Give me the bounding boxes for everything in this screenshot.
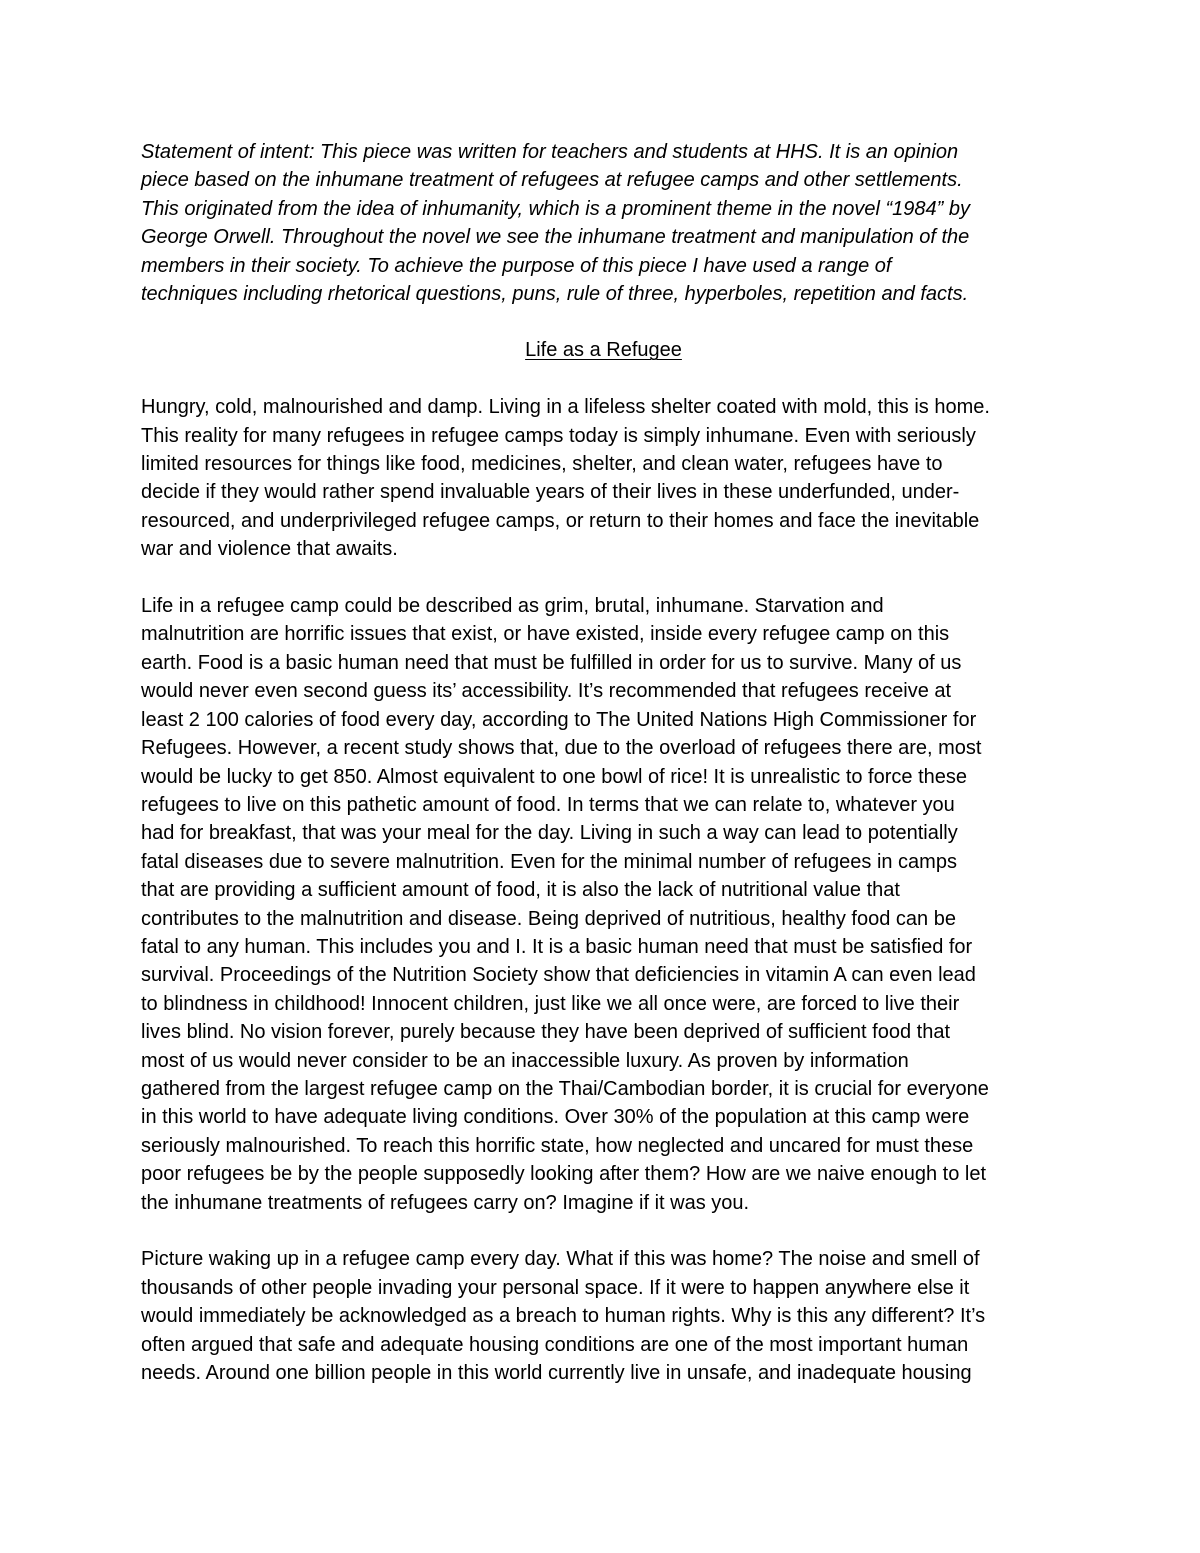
text-line: had for breakfast, that was your meal for the day. Living in such a way can lead to potentially — [141, 822, 958, 845]
text-line: lives blind. No vision forever, purely because they have been deprived of sufficient food that — [141, 1021, 951, 1044]
text-line: earth. Food is a basic human need that must be fulfilled in order for us to survive. Many of us — [141, 651, 962, 674]
text-line: This reality for many refugees in refugee camps today is simply inhumane. Even with seriously — [141, 424, 976, 447]
text-line: to blindness in childhood! Innocent children, just like we all once were, are forced to live their — [141, 992, 960, 1015]
text-line: limited resources for things like food, medicines, shelter, and clean water, refugees have to — [141, 453, 943, 476]
statement-of-intent — [141, 138, 1066, 308]
text-line: fatal to any human. This includes you and I. It is a basic human need that must be satisfied for — [141, 935, 973, 958]
text-line: would be lucky to get 850. Almost equivalent to one bowl of rice! It is unrealistic to force these — [141, 765, 968, 788]
text-line: techniques including rhetorical questions, puns, rule of three, hyperboles, repetition and facts. — [141, 283, 969, 306]
text-line: war and violence that awaits. — [141, 538, 398, 561]
text-line: members in their society. To achieve the purpose of this piece I have used a range of — [141, 254, 892, 277]
text-line: most of us would never consider to be an inaccessible luxury. As proven by information — [141, 1049, 909, 1072]
text-line: that are providing a sufficient amount of food, it is also the lack of nutritional value that — [141, 879, 900, 902]
text-line: George Orwell. Throughout the novel we see the inhumane treatment and manipulation of the — [141, 226, 970, 249]
text-line: refugees to live on this pathetic amount of food. In terms that we can relate to, whatever you — [141, 793, 955, 816]
text-line: poor refugees be by the people supposedly looking after them? How are we naive enough to let — [141, 1163, 986, 1186]
text-line: decide if they would rather spend invaluable years of their lives in these underfunded, under- — [141, 481, 960, 504]
text-line: Picture waking up in a refugee camp every day. What if this was home? The noise and smell of — [141, 1248, 980, 1271]
text-line: Hungry, cold, malnourished and damp. Living in a lifeless shelter coated with mold, this is home. — [141, 396, 990, 419]
text-line: often argued that safe and adequate housing conditions are one of the most important human — [141, 1333, 969, 1356]
text-line: resourced, and underprivileged refugee camps, or return to their homes and face the inevitable — [141, 509, 980, 532]
text-line: would immediately be acknowledged as a breach to human rights. Why is this any different? It’s — [141, 1305, 986, 1328]
text-line: fatal diseases due to severe malnutrition. Even for the minimal number of refugees in camps — [141, 850, 957, 873]
text-line: the inhumane treatments of refugees carry on? Imagine if it was you. — [141, 1191, 750, 1214]
text-line: seriously malnourished. To reach this horrific state, how neglected and uncared for must these — [141, 1134, 974, 1157]
paragraph-2 — [141, 592, 1066, 1217]
text-line: Statement of intent: This piece was written for teachers and students at HHS. It is an opinion — [141, 141, 959, 163]
paragraph-gap — [141, 564, 1066, 592]
text-line: malnutrition are horrific issues that exist, or have existed, inside every refugee camp on this — [141, 623, 950, 646]
text-line: Refugees. However, a recent study shows that, due to the overload of refugees there are, most — [141, 737, 982, 760]
text-line: piece based on the inhumane treatment of refugees at refugee camps and other settlements. — [141, 169, 963, 192]
text-line: in this world to have adequate living conditions. Over 30% of the population at this camp were — [141, 1106, 970, 1129]
title-container — [141, 336, 1066, 364]
text-line: least 2 100 calories of food every day, according to The United Nations High Commissioner for — [141, 708, 977, 731]
paragraph-gap — [141, 365, 1066, 393]
text-line: Life in a refugee camp could be described as grim, brutal, inhumane. Starvation and — [141, 595, 884, 618]
text-line: needs. Around one billion people in this world currently live in unsafe, and inadequate housing — [141, 1362, 972, 1385]
text-line: would never even second guess its’ accessibility. It’s recommended that refugees receive at — [141, 680, 952, 703]
paragraph-3 — [141, 1245, 1066, 1387]
document-page — [141, 138, 1066, 1387]
text-line: thousands of other people invading your personal space. If it were to happen anywhere else it — [141, 1276, 970, 1299]
paragraph-1 — [141, 393, 1066, 563]
text-line: This originated from the idea of inhumanity, which is a prominent theme in the novel “1984” by — [141, 197, 970, 220]
text-line: gathered from the largest refugee camp on the Thai/Cambodian border, it is crucial for everyone — [141, 1077, 989, 1100]
text-line: survival. Proceedings of the Nutrition Society show that deficiencies in vitamin A can even lead — [141, 964, 976, 987]
text-line: contributes to the malnutrition and disease. Being deprived of nutritious, healthy food can be — [141, 907, 956, 930]
paragraph-gap — [141, 1217, 1066, 1245]
document-title: Life as a Refugee — [525, 339, 682, 362]
